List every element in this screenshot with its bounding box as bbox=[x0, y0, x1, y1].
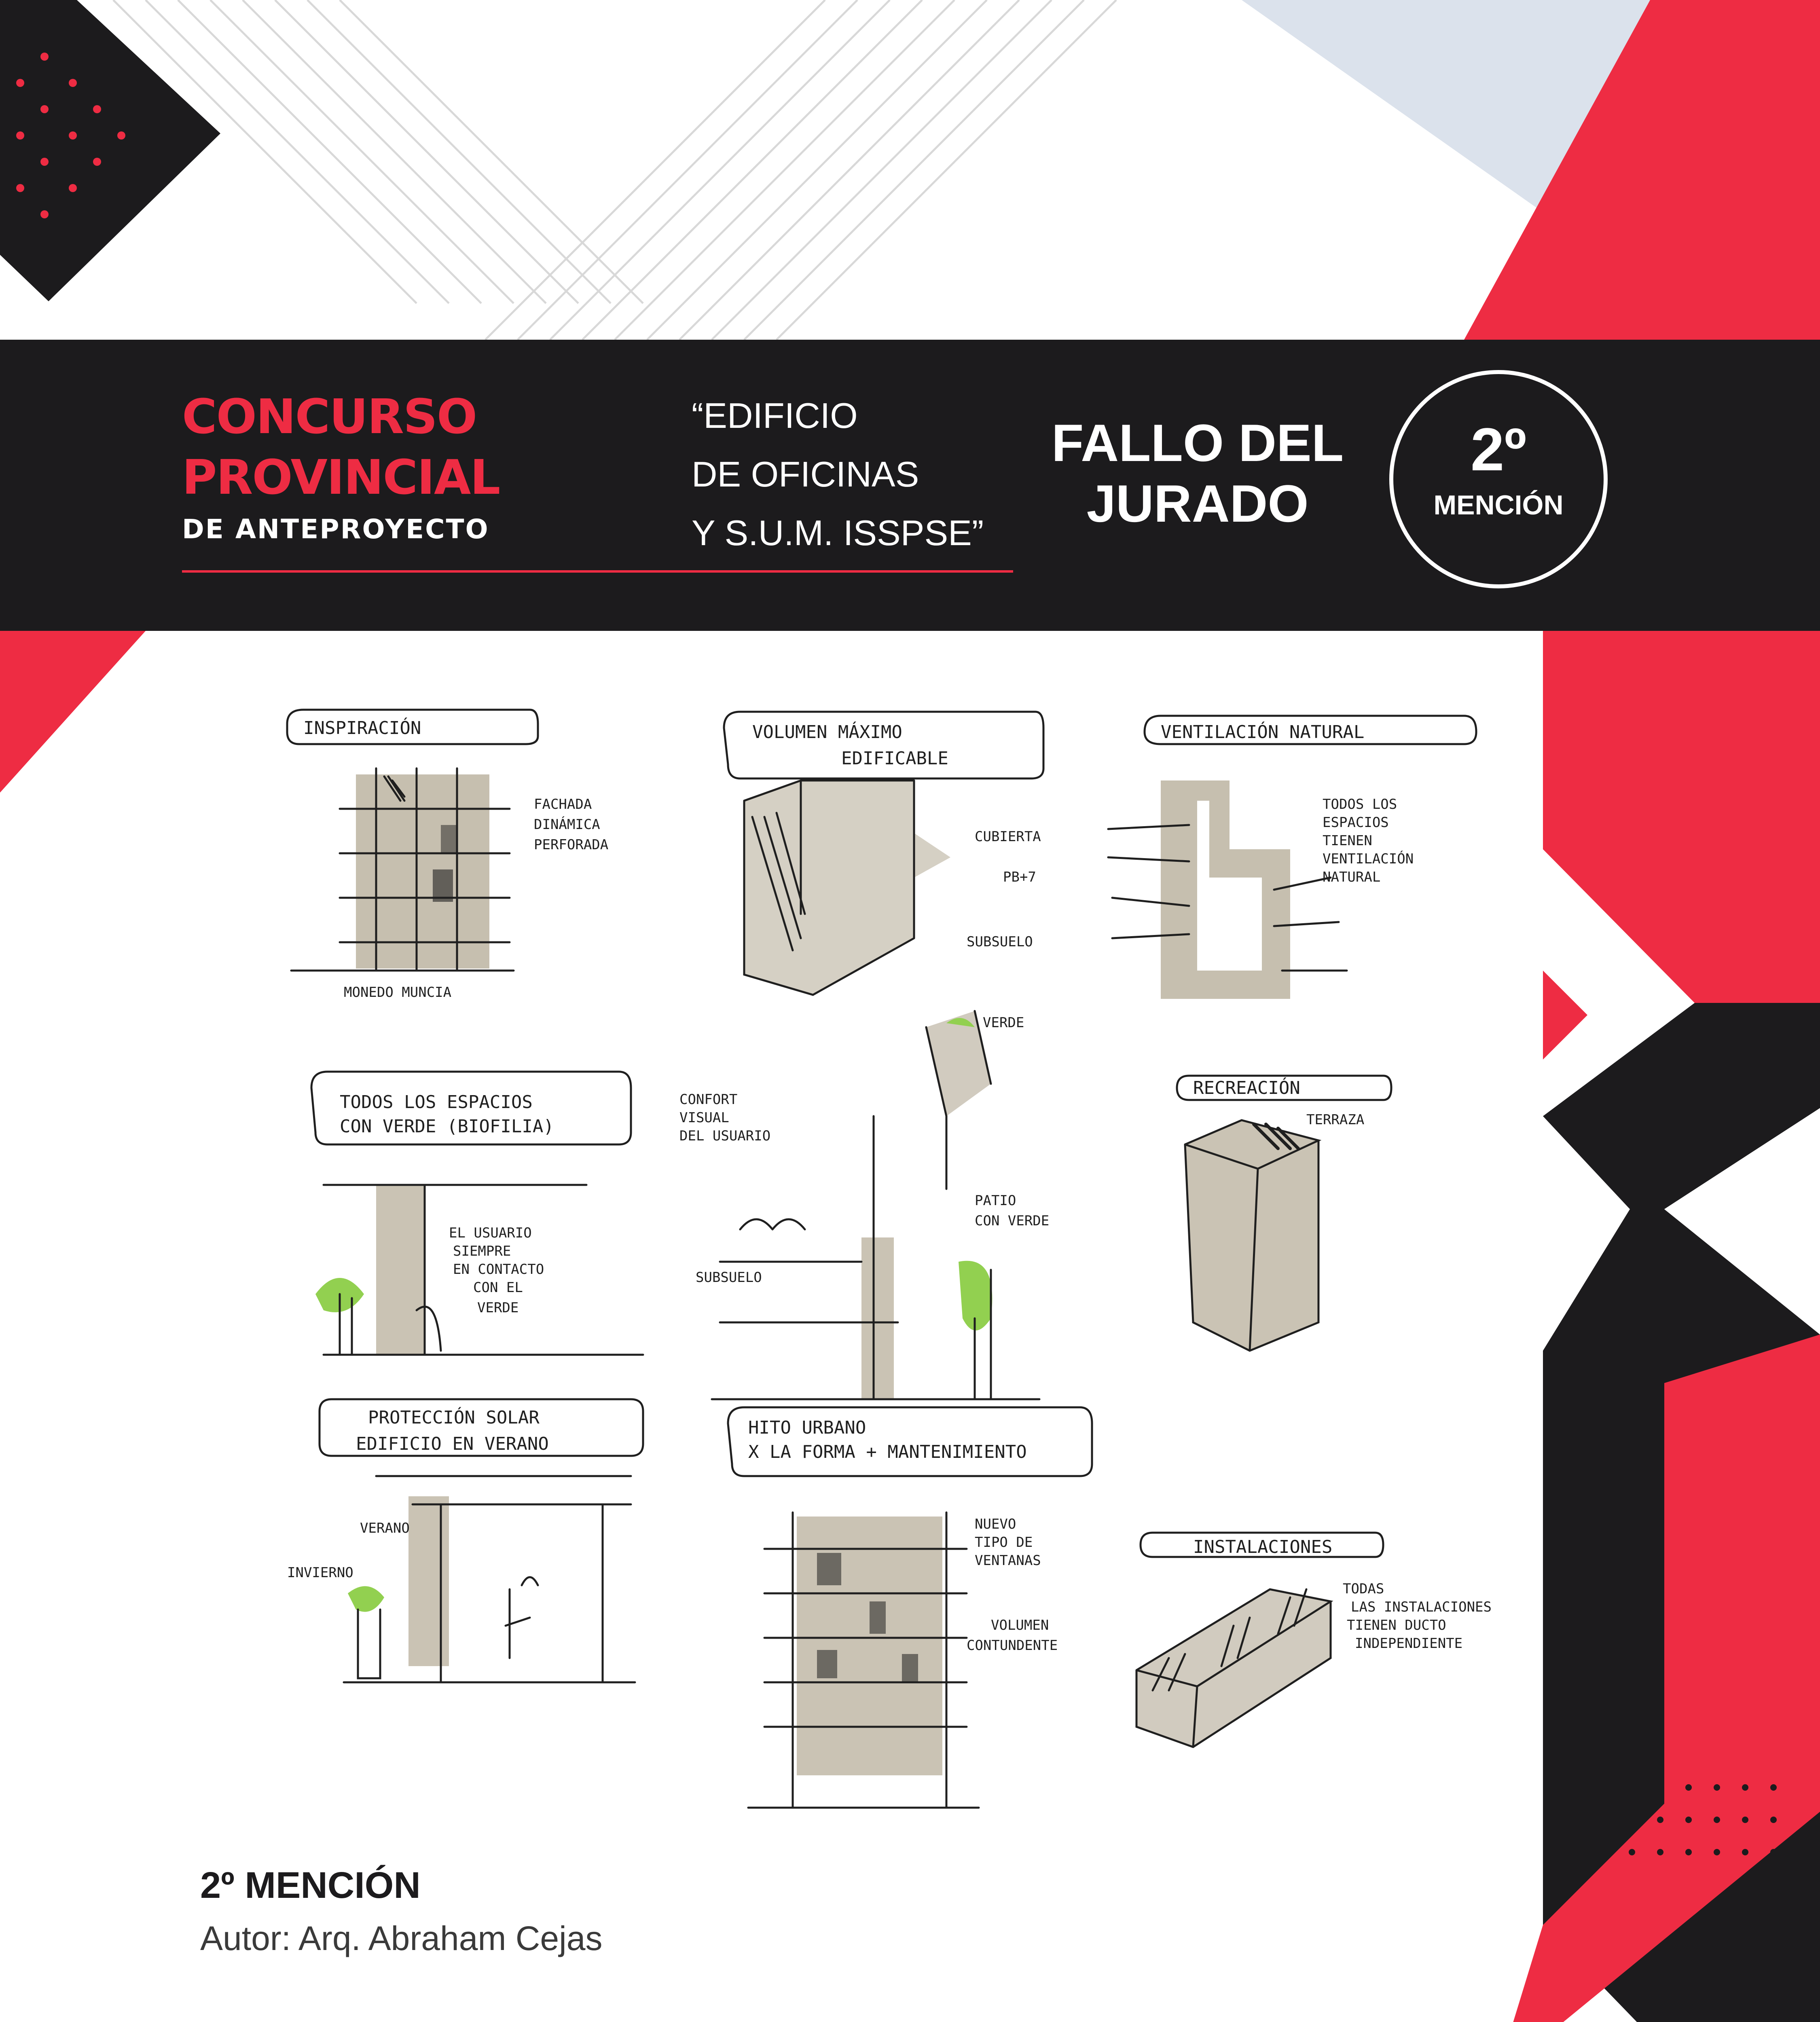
panel7-title2: EDIFICIO EN VERANO bbox=[356, 1434, 549, 1454]
panel4-note4: CON EL bbox=[473, 1280, 523, 1296]
panel5-note4: VERDE bbox=[983, 1015, 1024, 1031]
panel9-note3: TIENEN DUCTO bbox=[1347, 1617, 1446, 1633]
panel5-note5: PATIO bbox=[975, 1193, 1016, 1209]
panel1-note1: FACHADA bbox=[534, 796, 592, 812]
project-name-line3: Y S.U.M. ISSPSE” bbox=[692, 513, 984, 553]
panel1-base: MONEDO MUNCIA bbox=[344, 984, 452, 1000]
left-red-triangle bbox=[0, 631, 146, 793]
author-mention-title: 2º MENCIÓN bbox=[200, 1865, 421, 1906]
panel3-note4: VENTILACIÓN bbox=[1323, 851, 1414, 867]
panel2-title2: EDIFICABLE bbox=[841, 748, 948, 769]
panel3-title: VENTILACIÓN NATURAL bbox=[1161, 722, 1365, 742]
panel8-note2: TIPO DE bbox=[975, 1534, 1033, 1550]
panel3-note2: ESPACIOS bbox=[1323, 814, 1389, 831]
panel3-note1: TODOS LOS bbox=[1323, 796, 1397, 812]
panel4-note1: EL USUARIO bbox=[449, 1225, 532, 1241]
panel4-note2: SIEMPRE bbox=[453, 1243, 511, 1259]
panel8-note1: NUEVO bbox=[975, 1516, 1016, 1532]
project-name-line2: DE OFICINAS bbox=[692, 454, 919, 494]
panel8-note4: VOLUMEN bbox=[991, 1617, 1049, 1633]
panel4-note3: EN CONTACTO bbox=[453, 1261, 544, 1277]
panel9-note4: INDEPENDIENTE bbox=[1355, 1635, 1463, 1652]
jury-verdict bbox=[1052, 412, 1344, 534]
right-red-block bbox=[1543, 631, 1820, 1003]
header-red-rule bbox=[182, 570, 1013, 573]
contest-title-line1: CONCURSO bbox=[182, 389, 477, 444]
panel2-title: VOLUMEN MÁXIMO bbox=[752, 722, 902, 742]
panel1-note3: PERFORADA bbox=[534, 837, 609, 853]
panel4-note5: VERDE bbox=[477, 1300, 519, 1316]
panel2-note3: SUBSUELO bbox=[967, 934, 1033, 950]
mention-badge bbox=[1389, 370, 1608, 588]
panel4-title1: TODOS LOS ESPACIOS bbox=[340, 1092, 533, 1113]
panel4-title2: CON VERDE (BIOFILIA) bbox=[340, 1116, 554, 1137]
mention-word: MENCIÓN bbox=[1433, 490, 1564, 520]
panel8-note3: VENTANAS bbox=[975, 1552, 1041, 1569]
mention-number: 2º bbox=[1470, 415, 1527, 483]
panel8-note5: CONTUNDENTE bbox=[967, 1637, 1058, 1654]
project-name-line1: “EDIFICIO bbox=[692, 396, 858, 436]
diagonal-lines-pattern bbox=[113, 0, 1116, 340]
panel1-title: INSPIRACIÓN bbox=[303, 718, 421, 738]
panel9-note2: LAS INSTALACIONES bbox=[1351, 1599, 1492, 1615]
panel7-note2: INVIERNO bbox=[287, 1565, 353, 1581]
panel2-note1: CUBIERTA bbox=[975, 829, 1041, 845]
panel9-title: INSTALACIONES bbox=[1193, 1537, 1333, 1557]
panel7-note1: VERANO bbox=[360, 1520, 410, 1536]
contest-subtitle: DE ANTEPROYECTO bbox=[182, 514, 489, 545]
project-name bbox=[692, 386, 984, 562]
panel6-title: RECREACIÓN bbox=[1193, 1078, 1300, 1098]
right-red-small-triangle bbox=[1543, 971, 1587, 1060]
contest-title-line2: PROVINCIAL bbox=[182, 449, 500, 505]
panel5-note2: VISUAL bbox=[679, 1110, 729, 1126]
top-left-black-triangle bbox=[0, 0, 220, 301]
panel5-note6: CON VERDE bbox=[975, 1213, 1050, 1229]
panel9-note1: TODAS bbox=[1343, 1581, 1384, 1597]
jury-verdict-line2: JURADO bbox=[1086, 474, 1309, 533]
panel8-title2: X LA FORMA + MANTENIMIENTO bbox=[748, 1442, 1027, 1462]
sketch-sheet bbox=[279, 687, 1537, 1824]
panel1-note2: DINÁMICA bbox=[534, 816, 600, 833]
panel7-title1: PROTECCIÓN SOLAR bbox=[368, 1407, 540, 1428]
panel5-note3: DEL USUARIO bbox=[679, 1128, 771, 1144]
panel2-note2: PB+7 bbox=[1003, 869, 1036, 885]
panel3-note5: NATURAL bbox=[1323, 869, 1381, 885]
panel6-note: TERRAZA bbox=[1306, 1112, 1365, 1128]
panel3-note3: TIENEN bbox=[1323, 833, 1372, 849]
jury-verdict-line1: FALLO DEL bbox=[1052, 413, 1344, 472]
author-name: Autor: Arq. Abraham Cejas bbox=[200, 1919, 603, 1957]
contest-title bbox=[182, 386, 500, 508]
panel5-note7: SUBSUELO bbox=[696, 1269, 762, 1286]
panel8-title1: HITO URBANO bbox=[748, 1417, 866, 1438]
panel5-note1: CONFORT bbox=[679, 1091, 738, 1108]
